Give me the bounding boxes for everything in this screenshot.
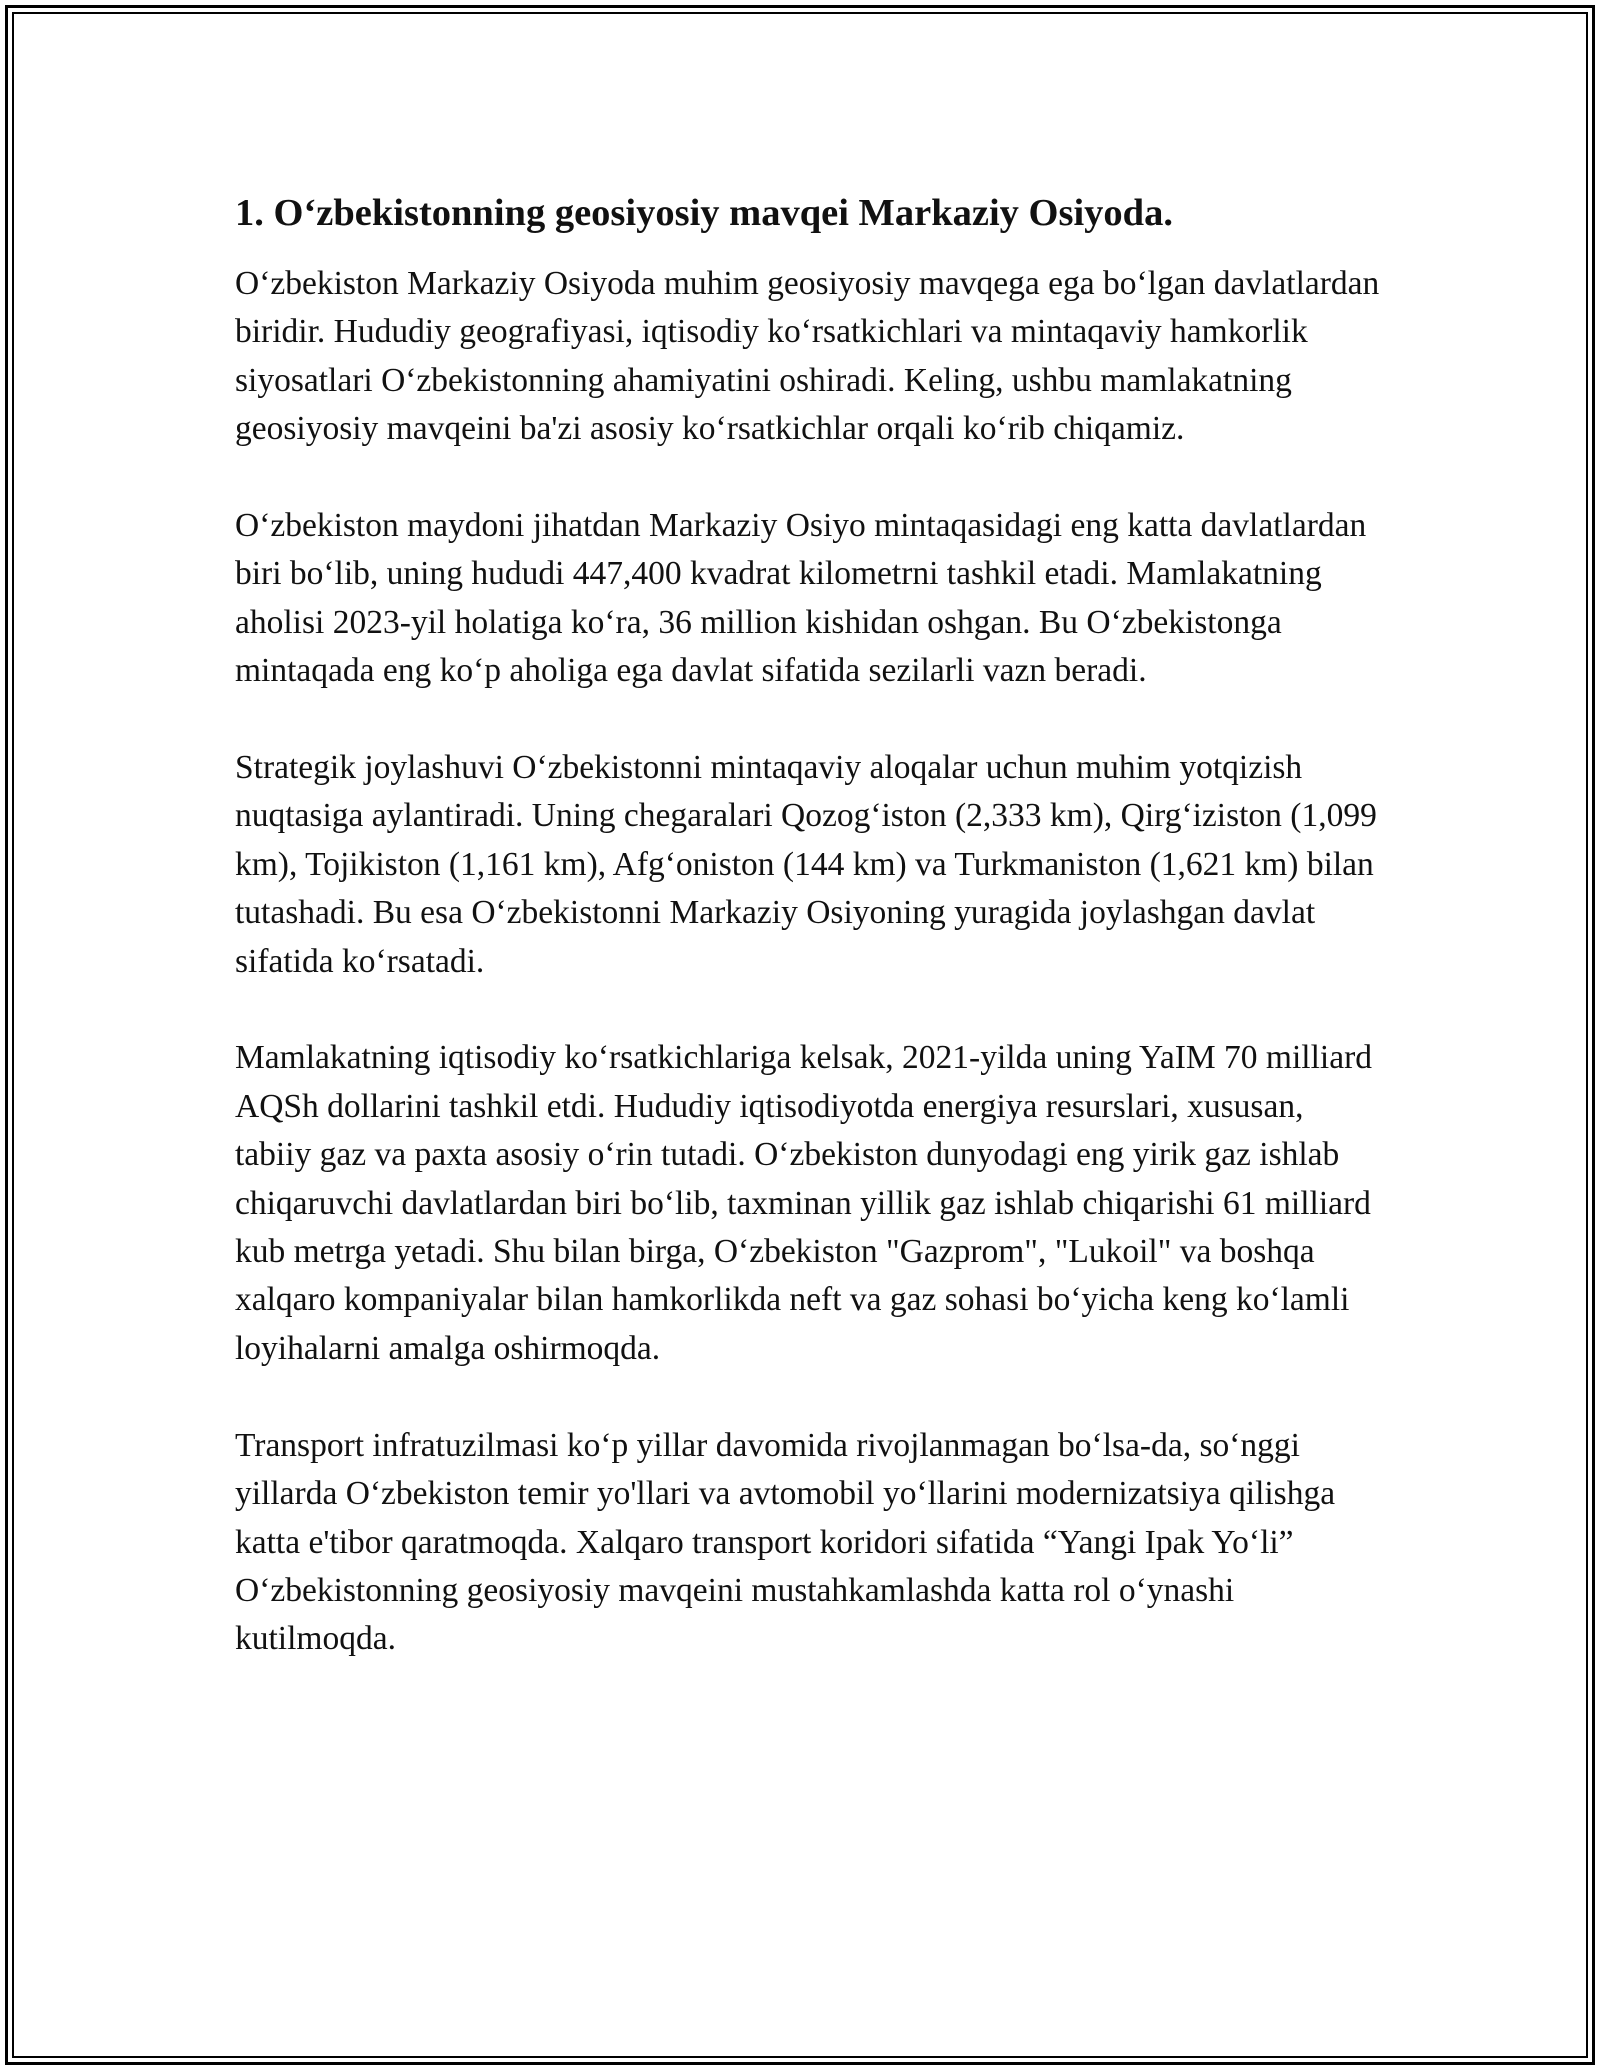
document-heading: 1. O‘zbekistonning geosiyosiy mavqei Markaziy Osiyoda.: [235, 192, 1173, 234]
document-body: [235, 188, 1380, 1712]
paragraph-transport: Transport infratuzilmasi ko‘p yillar davomida rivojlanmagan bo‘lsa-da, so‘nggi yillarda O‘zbekiston temir yo'llari va avtomobil yo‘llarini modernizatsiya qilishga katta e'tibor qaratmoqda. Xalqaro transport koridori sifatida “Yangi Ipak Yo‘li” O‘zbekistonning geosiyosiy mavqeini mustahkamlashda katta rol o‘ynashi kutilmoqda.: [235, 1426, 1336, 1658]
paragraph-area-population: O‘zbekiston maydoni jihatdan Markaziy Osiyo mintaqasidagi eng katta davlatlardan biri bo‘lib, uning hududi 447,400 kvadrat kilometrni tashkil etadi. Mamlakatning aholisi 2023-yil holatiga ko‘ra, 36 million kishidan oshgan. Bu O‘zbekistonga mintaqada eng ko‘p aholiga ega davlat sifatida sezilarli vazn beradi.: [235, 507, 1367, 690]
paragraph-economy: Mamlakatning iqtisodiy ko‘rsatkichlariga kelsak, 2021-yilda uning YaIM 70 milliard AQSh dollarini tashkil etdi. Hududiy iqtisodiyotda energiya resurslari, xususan, tabiiy gaz va paxta asosiy o‘rin tutadi. O‘zbekiston dunyodagi eng yirik gaz ishlab chiqaruvchi davlatlardan biri bo‘lib, taxminan yillik gaz ishlab chiqarishi 61 milliard kub metrga yetadi. Shu bilan birga, O‘zbekiston "Gazprom", "Lukoil" va boshqa xalqaro kompaniyalar bilan hamkorlikda neft va gaz sohasi bo‘yicha keng ko‘lamli loyihalarni amalga oshirmoqda.: [235, 1039, 1372, 1367]
paragraph-intro: O‘zbekiston Markaziy Osiyoda muhim geosiyosiy mavqega ega bo‘lgan davlatlardan biridir. Hududiy geografiyasi, iqtisodiy ko‘rsatkichlari va mintaqaviy hamkorlik siyosatlari O‘zbekistonning ahamiyatini oshiradi. Keling, ushbu mamlakatning geosiyosiy mavqeini ba'zi asosiy ko‘rsatkichlar orqali ko‘rib chiqamiz.: [235, 265, 1380, 448]
paragraph-strategic-borders: Strategik joylashuvi O‘zbekistonni mintaqaviy aloqalar uchun muhim yotqizish nuqtasiga aylantiradi. Uning chegaralari Qozog‘iston (2,333 km), Qirg‘iziston (1,099 km), Tojikiston (1,161 km), Afg‘oniston (144 km) va Turkmaniston (1,621 km) bilan tutashadi. Bu esa O‘zbekistonni Markaziy Osiyoning yuragida joylashgan davlat sifatida ko‘rsatadi.: [235, 749, 1377, 980]
